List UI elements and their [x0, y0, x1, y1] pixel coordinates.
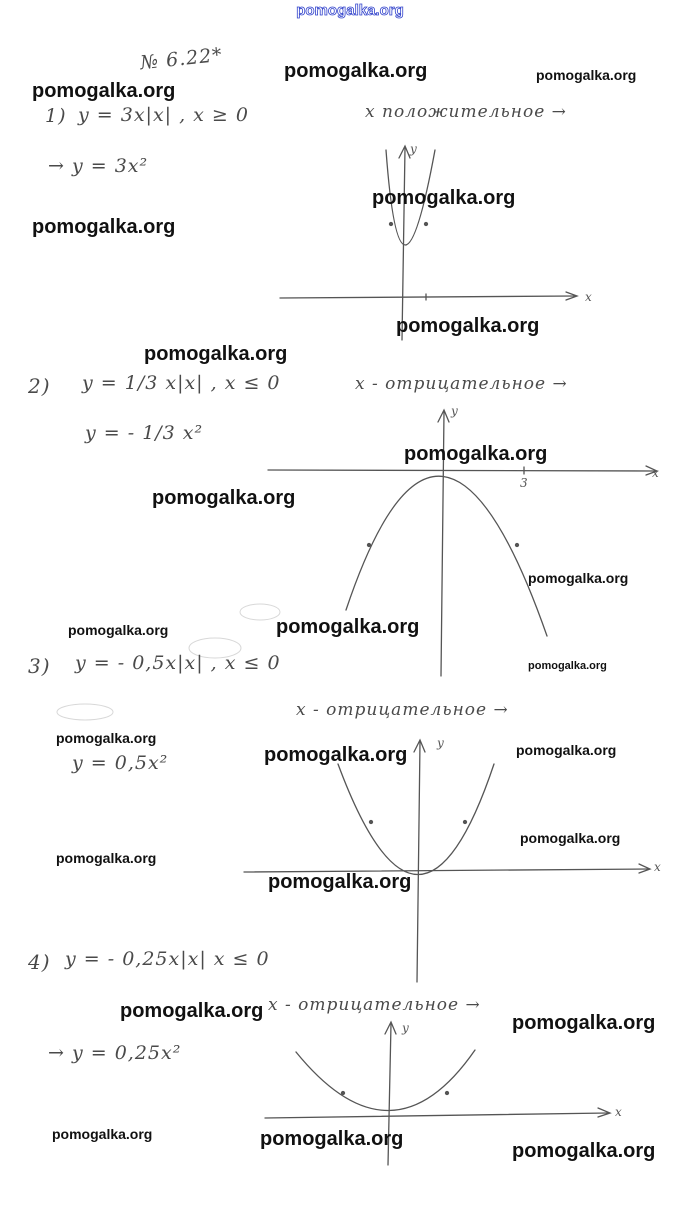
watermark: pomogalka.org	[404, 443, 548, 465]
part-2-index: 2)	[28, 374, 51, 398]
graph-1-x-axis	[280, 296, 575, 298]
graph-1	[280, 146, 577, 340]
part-4-index: 4)	[28, 950, 51, 974]
watermark: pomogalka.org	[32, 216, 176, 238]
graph-3-y-axis	[417, 742, 420, 982]
part-3-index: 3)	[28, 654, 51, 678]
problem-number: № 6.22*	[139, 43, 224, 75]
graph-4-point	[446, 1092, 449, 1095]
watermark: pomogalka.org	[56, 850, 157, 866]
watermark: pomogalka.org	[268, 871, 412, 893]
part-2-note: x - отрицательное →	[355, 374, 568, 394]
graph-2-tick-label: 3	[520, 476, 528, 490]
graph-2-point	[368, 544, 371, 547]
watermark: pomogalka.org	[260, 1128, 404, 1150]
graph-4-y-label: y	[402, 1021, 409, 1035]
watermark: pomogalka.org	[56, 730, 157, 746]
graph-3-point	[464, 821, 467, 824]
part-4-note: x - отрицательное →	[268, 995, 481, 1015]
graph-2-y-label: y	[451, 404, 458, 418]
watermark: pomogalka.org	[152, 487, 296, 509]
watermark: pomogalka.org	[520, 830, 621, 846]
graph-4-point	[342, 1092, 345, 1095]
watermark: pomogalka.org	[284, 60, 428, 82]
scan-smudge	[240, 604, 280, 620]
graph-2-parabola	[346, 476, 547, 636]
watermark: pomogalka.org	[536, 67, 637, 83]
watermark: pomogalka.org	[120, 1000, 264, 1022]
watermark: pomogalka.org	[32, 80, 176, 102]
graph-1-x-label: x	[585, 290, 592, 304]
graph-3-point	[370, 821, 373, 824]
graph-3-y-label: y	[437, 736, 444, 750]
graph-2-x-label: x	[652, 466, 659, 480]
part-3-equation: y = - 0,5x|x| , x ≤ 0	[75, 652, 281, 674]
watermark: pomogalka.org	[372, 187, 516, 209]
part-1-equation: y = 3x|x| , x ≥ 0	[78, 104, 249, 126]
part-1-result: → y = 3x²	[48, 155, 149, 177]
graph-3-x-label: x	[654, 860, 661, 874]
part-4-equation: y = - 0,25x|x| x ≤ 0	[65, 948, 270, 970]
graph-4-parabola	[296, 1050, 475, 1111]
part-4-result: → y = 0,25x²	[48, 1042, 182, 1064]
watermark: pomogalka.org	[52, 1126, 153, 1142]
graph-1-y-label: y	[410, 142, 417, 156]
part-1-index: 1)	[45, 105, 67, 127]
watermark: pomogalka.org	[528, 570, 629, 586]
watermark: pomogalka.org	[396, 315, 540, 337]
watermark: pomogalka.org	[528, 660, 607, 672]
site-link[interactable]: pomogalka.org	[296, 2, 404, 19]
graph-2-x-axis	[268, 470, 655, 471]
watermark: pomogalka.org	[512, 1012, 656, 1034]
graph-3-parabola	[338, 764, 494, 875]
watermark: pomogalka.org	[276, 616, 420, 638]
watermark: pomogalka.org	[68, 622, 169, 638]
graph-4-x-label: x	[615, 1105, 622, 1119]
graph-1-point	[425, 223, 428, 226]
watermark: pomogalka.org	[144, 343, 288, 365]
part-3-note: x - отрицательное →	[296, 700, 509, 720]
graph-3	[244, 740, 650, 982]
part-2-equation: y = 1/3 x|x| , x ≤ 0	[82, 372, 281, 394]
scan-smudge	[57, 704, 113, 720]
graph-2-point	[516, 544, 519, 547]
watermark: pomogalka.org	[516, 742, 617, 758]
part-1-note: x положительное →	[365, 102, 567, 122]
watermark: pomogalka.org	[264, 744, 408, 766]
graph-4-x-axis	[265, 1113, 608, 1118]
part-3-result: y = 0,5x²	[72, 752, 169, 774]
watermark: pomogalka.org	[512, 1140, 656, 1162]
graph-1-point	[390, 223, 393, 226]
part-2-result: y = - 1/3 x²	[85, 422, 204, 444]
